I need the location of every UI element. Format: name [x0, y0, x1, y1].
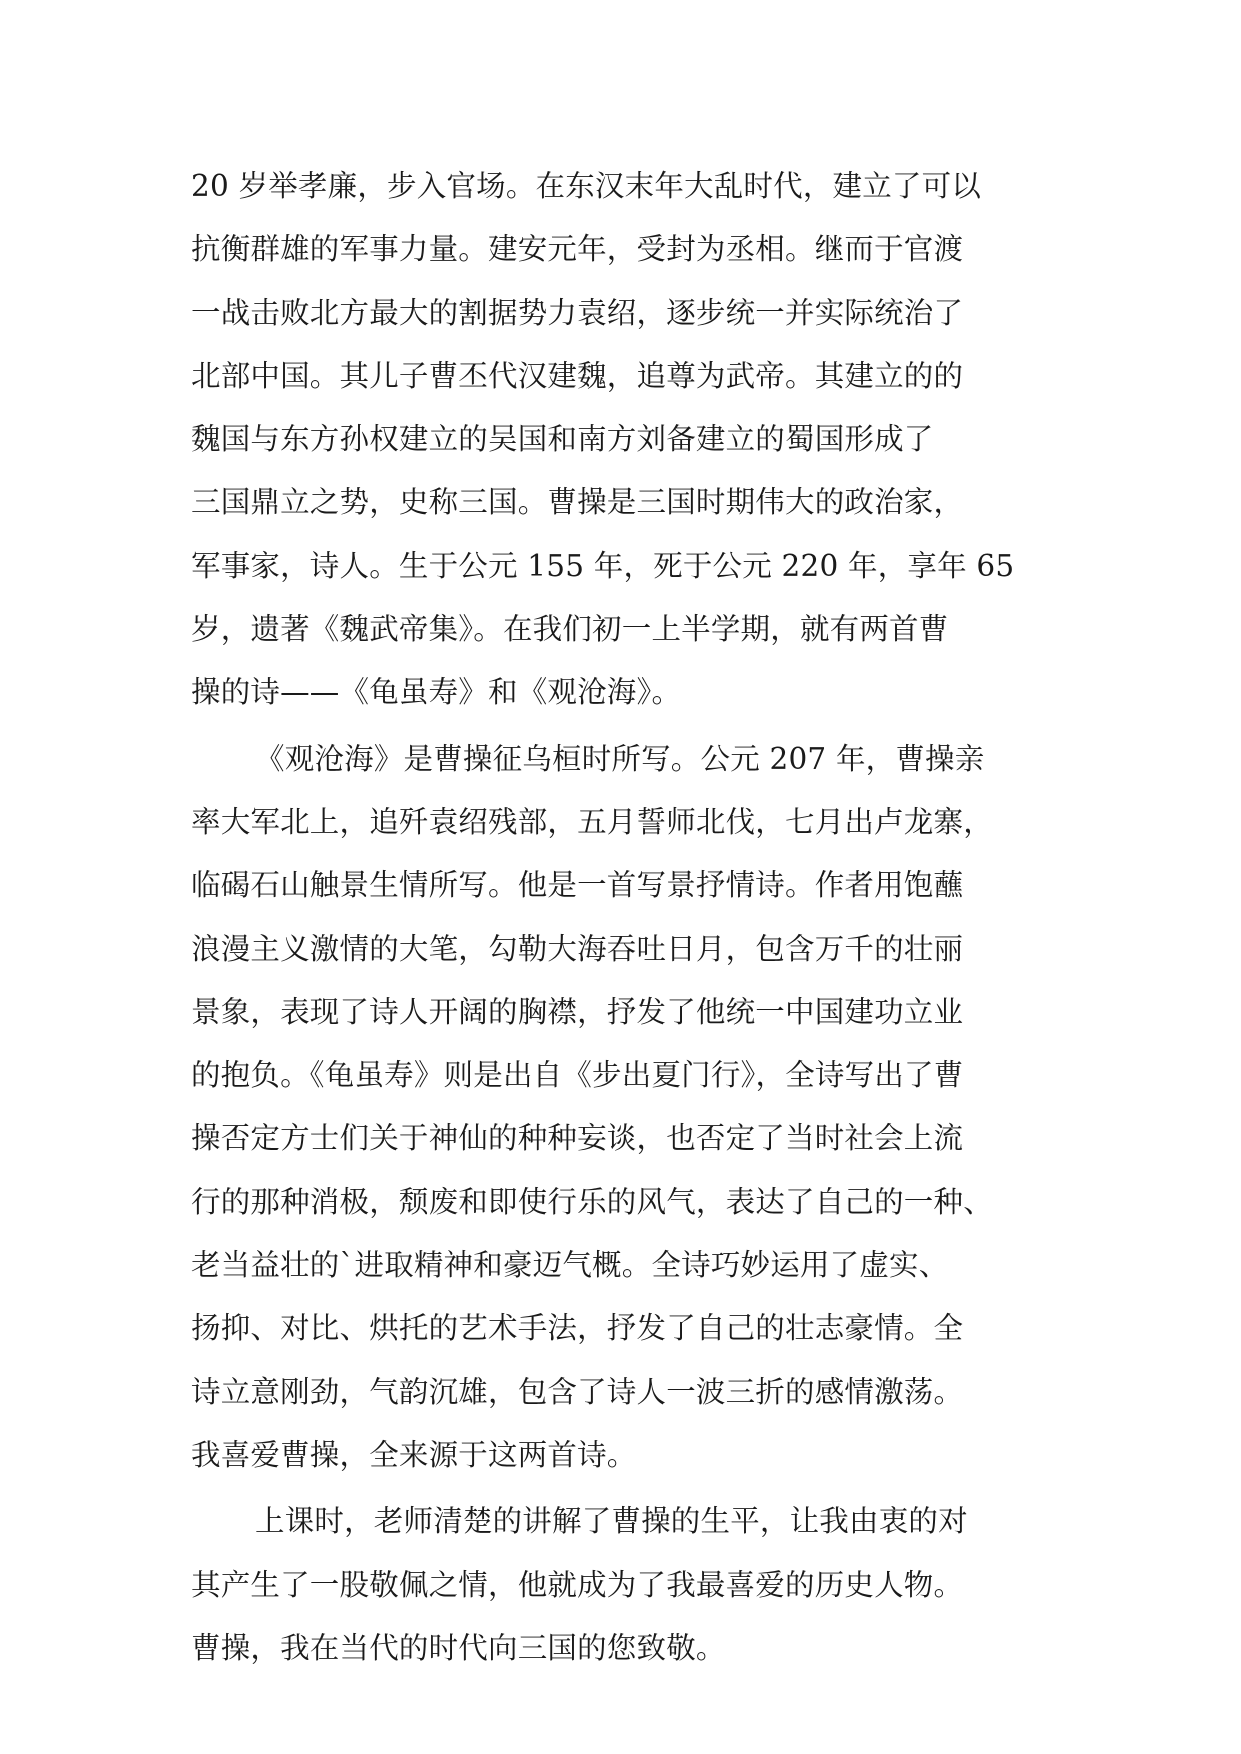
text-line: 行的那种消极，颓废和即使行乐的风气，表达了自己的一种、 [191, 1184, 993, 1219]
text-line: 扬抑、对比、烘托的艺术手法，抒发了自己的壮志豪情。全 [191, 1311, 964, 1346]
text-line: 诗立意刚劲，气韵沉雄，包含了诗人一波三折的感情激荡。 [191, 1374, 964, 1409]
document-body [191, 155, 1071, 1680]
paragraph-1 [191, 155, 1071, 725]
text-line: 景象，表现了诗人开阔的胸襟，抒发了他统一中国建功立业 [191, 994, 964, 1029]
paragraph-3 [191, 1490, 1071, 1680]
text-line: 一战击败北方最大的割据势力袁绍，逐步统一并实际统治了 [191, 295, 964, 330]
text-line: 三国鼎立之势，史称三国。曹操是三国时期伟大的政治家， [191, 485, 964, 520]
text-line: 20 岁举孝廉，步入官场。在东汉末年大乱时代，建立了可以 [191, 169, 982, 203]
text-line: 操的诗——《龟虽寿》和《观沧海》。 [191, 675, 682, 710]
text-line: 率大军北上，追歼袁绍残部，五月誓师北伐，七月出卢龙寨， [191, 804, 993, 839]
text-line: 其产生了一股敬佩之情，他就成为了我最喜爱的历史人物。 [191, 1567, 964, 1602]
text-line: 军事家，诗人。生于公元 155 年，死于公元 220 年，享年 65 [191, 548, 1015, 583]
text-line: 《观沧海》是曹操征乌桓时所写。公元 207 年，曹操亲 [255, 741, 985, 776]
text-line: 浪漫主义激情的大笔，勾勒大海吞吐日月，包含万千的壮丽 [191, 931, 964, 966]
text-line: 临碣石山触景生情所写。他是一首写景抒情诗。作者用饱蘸 [191, 868, 964, 903]
text-line: 的抱负。《龟虽寿》则是出自《步出夏门行》，全诗写出了曹 [191, 1058, 964, 1093]
text-line: 操否定方士们关于神仙的种种妄谈，也否定了当时社会上流 [191, 1121, 964, 1156]
text-line: 上课时，老师清楚的讲解了曹操的生平，让我由衷的对 [255, 1504, 968, 1539]
text-line: 抗衡群雄的军事力量。建安元年，受封为丞相。继而于官渡 [191, 232, 964, 267]
text-line: 北部中国。其儿子曹丕代汉建魏，追尊为武帝。其建立的的 [191, 358, 964, 393]
text-line: 老当益壮的`进取精神和豪迈气概。全诗巧妙运用了虚实、 [191, 1248, 949, 1283]
text-line: 岁，遗著《魏武帝集》。在我们初一上半学期，就有两首曹 [191, 612, 949, 647]
text-line: 我喜爱曹操，全来源于这两首诗。 [191, 1437, 637, 1472]
text-line: 曹操，我在当代的时代向三国的您致敬。 [191, 1630, 726, 1665]
text-line: 魏国与东方孙权建立的吴国和南方刘备建立的蜀国形成了 [191, 422, 934, 457]
paragraph-2 [191, 728, 1071, 1488]
